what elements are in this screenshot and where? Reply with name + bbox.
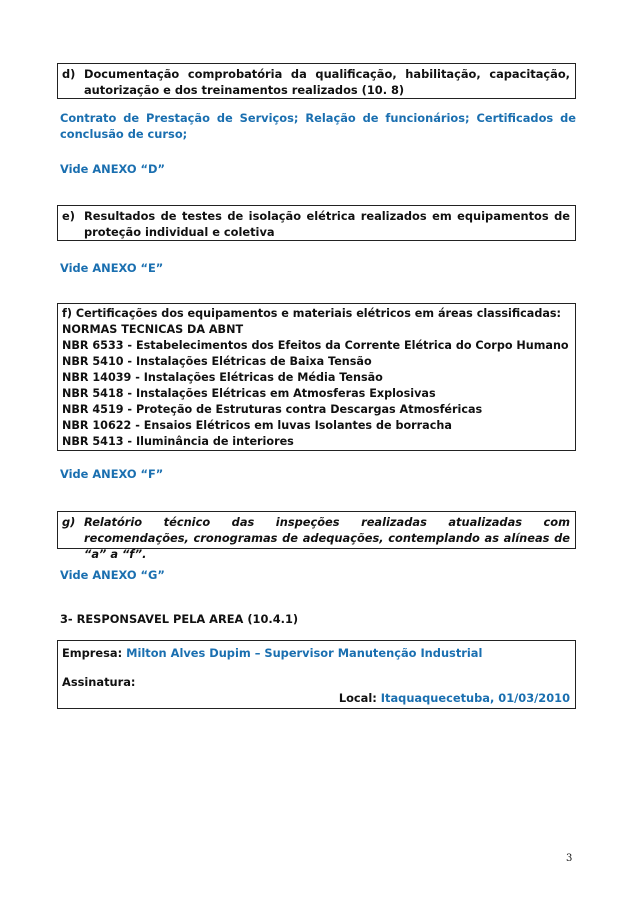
item-f-heading: f) Certificações dos equipamentos e materiais elétricos em áreas classificadas: [62, 307, 562, 320]
item-f-annex: Vide ANEXO “F” [60, 467, 164, 481]
item-f-line: NBR 5413 - Iluminância de interiores [62, 435, 294, 448]
item-g-text: Relatório técnico das inspeções realizadas atualizadas com recomendações, cronogramas de adequações, contemplando as alíneas de “a” a “f”. [84, 515, 570, 561]
item-e-annex: Vide ANEXO “E” [60, 261, 164, 275]
section3-box [57, 640, 576, 709]
item-d-box [57, 63, 576, 99]
item-g-label: g) [62, 515, 76, 529]
item-e-label: e) [62, 209, 75, 223]
item-d-text: Documentação comprobatória da qualificação, habilitação, capacitação, autorização e dos treinamentos realizados (10. 8) [84, 67, 570, 97]
item-d-answer: Contrato de Prestação de Serviços; Relação de funcionários; Certificados de conclusão de curso; [60, 111, 576, 141]
page-number: 3 [566, 853, 573, 864]
item-f-line: NBR 14039 - Instalações Elétricas de Média Tensão [62, 371, 383, 384]
item-f-line: NBR 5410 - Instalações Elétricas de Baixa Tensão [62, 355, 372, 368]
empresa-row [62, 645, 570, 661]
item-g-question [62, 514, 570, 562]
item-d-annex: Vide ANEXO “D” [60, 162, 165, 176]
item-g-annex: Vide ANEXO “G” [60, 568, 165, 582]
item-d-label: d) [62, 67, 76, 81]
local-value: Itaquaquecetuba, 01/03/2010 [380, 691, 570, 705]
empresa-value: Milton Alves Dupim – Supervisor Manutenção Industrial [126, 646, 483, 660]
item-f-line: NORMAS TECNICAS DA ABNT [62, 323, 244, 336]
local-label: Local: [338, 691, 377, 705]
empresa-label: Empresa: [62, 646, 123, 660]
item-f-line: NBR 6533 - Estabelecimentos dos Efeitos da Corrente Elétrica do Corpo Humano [62, 339, 569, 352]
item-e-box [57, 205, 576, 241]
item-e-question [62, 208, 570, 240]
item-d-question [62, 66, 570, 98]
item-g-box [57, 511, 576, 561]
item-f-box [57, 303, 576, 451]
local-row [62, 690, 570, 706]
section3-title: 3- RESPONSAVEL PELA AREA (10.4.1) [60, 612, 299, 626]
item-f-line: NBR 4519 - Proteção de Estruturas contra Descargas Atmosféricas [62, 403, 483, 416]
item-f-line: NBR 5418 - Instalações Elétricas em Atmosferas Explosivas [62, 387, 436, 400]
item-f-line: NBR 10622 - Ensaios Elétricos em luvas Isolantes de borracha [62, 419, 452, 432]
item-e-text: Resultados de testes de isolação elétrica realizados em equipamentos de proteção individual e coletiva [84, 209, 570, 239]
assinatura-label: Assinatura: [62, 675, 136, 689]
